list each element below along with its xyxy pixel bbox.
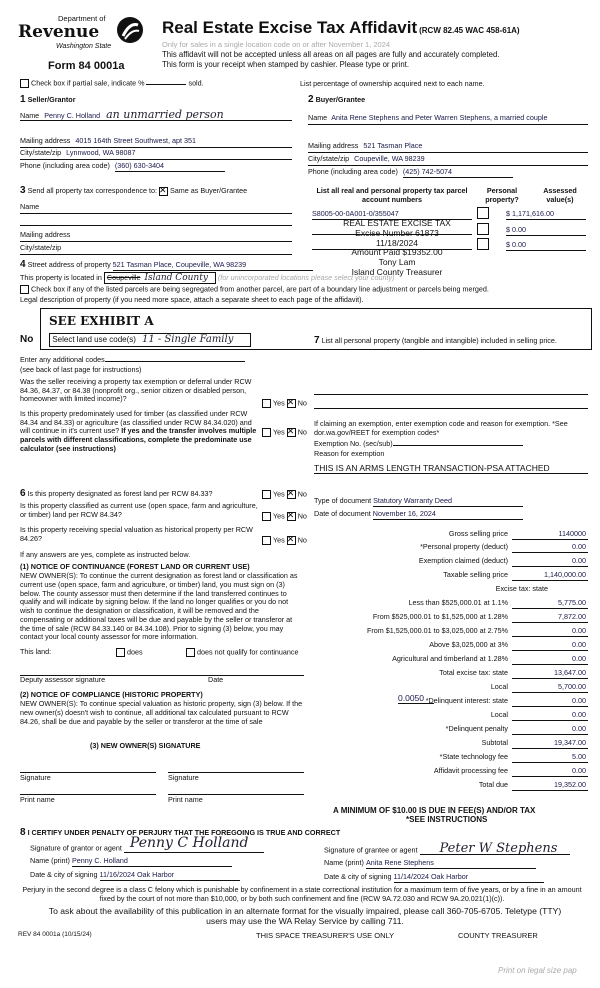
- grantee-sig-row: Signature of grantee or agent Peter W Stephens: [324, 845, 570, 855]
- personal-property-line-1[interactable]: [314, 386, 588, 395]
- doc-type-select[interactable]: Statutory Warranty Deed: [373, 497, 523, 507]
- does-not-checkbox[interactable]: [186, 648, 195, 657]
- location-select[interactable]: Coupeville Island County: [104, 272, 216, 284]
- buyer-name-row: Name Anita Rene Stephens and Peter Warren Stephens, a married couple: [308, 114, 588, 125]
- calc-row: [318, 781, 588, 794]
- calc-label: *State technology fee: [439, 752, 508, 761]
- doc-date-field[interactable]: November 16, 2024: [373, 510, 523, 520]
- buyer-city-row: City/state/zip Coupeville, WA 98239: [308, 155, 588, 166]
- grantee-name[interactable]: Anita Rene Stephens: [366, 859, 536, 869]
- buyer-mailing-row: Mailing address 521 Tasman Place: [308, 142, 588, 153]
- ownership-note: List percentage of ownership acquired next to each name.: [300, 79, 485, 88]
- doc-type-row: Type of document Statutory Warranty Deed: [314, 497, 523, 507]
- calc-value[interactable]: 5,700.00: [512, 683, 588, 693]
- title-text: Real Estate Excise Tax Affidavit: [162, 18, 418, 37]
- calc-label: *Delinquent penalty: [445, 724, 508, 733]
- calc-label: Total due: [478, 780, 508, 789]
- s3-name-row[interactable]: Name: [20, 203, 292, 214]
- calc-row: [318, 753, 588, 766]
- calc-value[interactable]: 19,352.00: [512, 781, 588, 791]
- treasurer-space: THIS SPACE TREASURER'S USE ONLY: [256, 931, 395, 940]
- calc-row: [318, 739, 588, 752]
- calc-label: Affidavit processing fee: [433, 766, 508, 775]
- certify-row: 8 I CERTIFY UNDER PENALTY OF PERJURY THAT THE FOREGOING IS TRUE AND CORRECT: [20, 827, 341, 838]
- buyer-phone-row: Phone (including area code) (425) 742-5074: [308, 168, 588, 178]
- perjury-text: Perjury in the second degree is a class C felony which is punishable by confinement in a state correctional institution for a maximum term of five years, or by a fine in an amount fixed by the court of not more than $10,000, or by both such confinement and fine (RCW 9A.72.030 and RCW 9A.20.021(1)(c)).: [22, 885, 582, 903]
- calc-value[interactable]: 0.00: [512, 641, 588, 651]
- local-rate[interactable]: 0.0050: [398, 693, 434, 704]
- rev-number: REV 84 0001a (10/15/24): [18, 931, 92, 938]
- s3-city-row[interactable]: City/state/zip: [20, 244, 292, 255]
- calc-value[interactable]: 1,140,000.00: [512, 571, 588, 581]
- section4-address: 4 Street address of property 521 Tasman Place, Coupeville, WA 98239: [20, 259, 313, 271]
- location-handwritten: Island County: [144, 273, 208, 283]
- s5-q1-yes[interactable]: [262, 399, 271, 408]
- calc-label: Subtotal: [481, 738, 508, 747]
- calc-label: Local: [490, 710, 508, 719]
- assessed-value-1[interactable]: $ 1,171,616.00: [506, 210, 586, 220]
- exemption-no-row: Exemption No. (sec/sub): [314, 440, 523, 449]
- calc-label: *Personal property (deduct): [420, 542, 508, 551]
- assessed-value-3[interactable]: $ 0.00: [506, 241, 586, 251]
- s5-q2-yes[interactable]: [262, 428, 271, 437]
- minimum-notice: A MINIMUM OF $10.00 IS DUE IN FEE(S) AND/OR TAX: [333, 806, 536, 815]
- calc-row: [318, 669, 588, 682]
- reason-label: Reason for exemption: [314, 449, 385, 458]
- segregated-checkbox[interactable]: [20, 285, 29, 294]
- calc-value[interactable]: 0.00: [512, 767, 588, 777]
- exemption-no-field[interactable]: [393, 445, 523, 446]
- calc-value[interactable]: 5.00: [512, 753, 588, 763]
- partial-sale-row: Check box if partial sale, indicate % sold.: [20, 79, 204, 88]
- notice2-title: (2) NOTICE OF COMPLIANCE (HISTORIC PROPERTY): [20, 690, 203, 699]
- grantor-sig-row: Signature of grantor or agent Penny C Holland: [30, 843, 264, 853]
- s5-q1-answers: Yes ✕ No: [262, 399, 307, 408]
- see-instructions: *SEE INSTRUCTIONS: [406, 815, 488, 824]
- calc-label: Agricultural and timberland at 1.28%: [392, 654, 508, 663]
- notice3-title: (3) NEW OWNER(S) SIGNATURE: [90, 741, 201, 750]
- calc-value[interactable]: 0.00: [512, 543, 588, 553]
- calc-label: From $1,525,000.01 to $3,025,000 at 2.75%: [366, 626, 508, 635]
- calc-value[interactable]: 0.00: [512, 557, 588, 567]
- seller-heading: 1 Seller/Grantor: [20, 94, 76, 105]
- revenue-word: Revenue: [18, 22, 100, 42]
- calc-label: *Delinquent interest: state: [425, 696, 508, 705]
- alt-format-text: To ask about the availability of this publication in an alternate format for the visually impaired, please call 360-705-6705. Teletype (TTY) users may use the WA Relay Service by calling 711.: [48, 906, 562, 927]
- calc-value[interactable]: 0.00: [512, 627, 588, 637]
- seller-city-row: City/state/zip Lynnwood, WA 98087: [20, 149, 292, 160]
- buyer-city[interactable]: Coupeville, WA 98239: [354, 154, 425, 163]
- assessed-header: Assessed value(s): [543, 186, 577, 204]
- calc-label: Less than $525,000.01 at 1.1%: [408, 598, 508, 607]
- seller-city[interactable]: Lynnwood, WA 98087: [66, 148, 136, 157]
- additional-codes-row: Enter any additional codes: [20, 356, 245, 365]
- county-treasurer: COUNTY TREASURER: [458, 931, 538, 940]
- grantee-name-row: Name (print) Anita Rene Stephens: [324, 859, 536, 869]
- s5-q2-no[interactable]: [287, 428, 296, 437]
- s6-q2-no[interactable]: [287, 512, 296, 521]
- additional-codes-field[interactable]: [105, 361, 245, 362]
- s5-q2: Is this property predominately used for timber (as classified under RCW 84.34 and 84.33) or agriculture (as classified under RCW 84.34.020) and will continue in it's current use? If yes and the transfer involves multiple parcels with different classifications, complete the predominate use calculator (see instructions): [20, 409, 257, 453]
- calc-row: [318, 683, 588, 696]
- seller-name-row: Name Penny C. Holland an unmarried person: [20, 108, 292, 121]
- calc-row: [318, 599, 588, 612]
- owner-print-2[interactable]: [168, 785, 304, 795]
- parcel-list-header: List all real and personal property tax parcel account numbers: [316, 186, 468, 204]
- s6-q2-answers: Yes ✕ No: [262, 512, 307, 521]
- notice2-body: NEW OWNER(S): To continue special valuation as historic property, sign (3) below. If the new owner(s) doesn't wish to continue, all additional tax calculated pursuant to RCW 84.26, shall be due and payable by the seller or transferor at the time of sale: [20, 699, 303, 726]
- owner-sig-1[interactable]: [20, 763, 156, 773]
- personal-checkbox-3[interactable]: [477, 238, 489, 250]
- personal-checkbox-1[interactable]: [477, 207, 489, 219]
- seller-name[interactable]: Penny C. Holland: [44, 111, 101, 120]
- owner-signature-row: Signature Signature: [20, 763, 304, 783]
- s6-q3-answers: Yes ✕ No: [262, 536, 307, 545]
- notice-2: This form is your receipt when stamped by cashier. Please type or print.: [162, 60, 410, 69]
- only-for-note: Only for sales in a single location code on or after November 1, 2024: [162, 40, 391, 49]
- s5-q2-answers: Yes ✕ No: [262, 428, 307, 437]
- personal-header: Personal property?: [485, 186, 519, 204]
- grantor-date-city[interactable]: 11/16/2024 Oak Harbor: [100, 871, 240, 881]
- s5-q1-no[interactable]: [287, 399, 296, 408]
- land-use-select[interactable]: Select land use code(s) 11 - Single Family: [49, 333, 251, 347]
- seller-name-handwritten: an unmarried person: [106, 108, 224, 121]
- buyer-heading: 2 Buyer/Grantee: [308, 94, 366, 105]
- grantee-date-city[interactable]: 11/14/2024 Oak Harbor: [394, 873, 544, 883]
- grantor-signature-hw: Penny C Holland: [129, 835, 249, 851]
- s6-q3-yes[interactable]: [262, 536, 271, 545]
- section5-row: No Select land use code(s) 11 - Single Family: [20, 333, 251, 347]
- property-address[interactable]: 521 Tasman Place, Coupeville, WA 98239: [113, 261, 313, 271]
- deputy-row: Deputy assessor signature Date: [20, 675, 304, 685]
- calc-label: From $525,000.01 to $1,525,000 at 1.28%: [372, 612, 508, 621]
- buyer-phone[interactable]: (425) 742-5074: [403, 168, 513, 178]
- land-use-handwritten: 11 - Single Family: [141, 334, 234, 345]
- dor-logo-icon: [116, 16, 144, 44]
- calc-label: Total excise tax: state: [439, 668, 508, 677]
- seller-phone-row: Phone (including area code) (360) 630-3404: [20, 162, 292, 172]
- s6-q3-no[interactable]: [287, 536, 296, 545]
- buyer-mailing[interactable]: 521 Tasman Place: [363, 141, 423, 150]
- calc-row: [318, 571, 588, 584]
- buyer-name[interactable]: Anita Rene Stephens and Peter Warren Stephens, a married couple: [331, 114, 548, 122]
- same-as-buyer-checkbox[interactable]: [159, 187, 168, 196]
- calc-value[interactable]: 0.00: [512, 697, 588, 707]
- calc-row: [318, 725, 588, 738]
- s3-mailing-row[interactable]: Mailing address: [20, 231, 292, 242]
- calc-label: Local: [490, 682, 508, 691]
- calc-row: [318, 655, 588, 668]
- owner-print-row: Print name Print name: [20, 785, 304, 805]
- calc-label: Excise tax: state: [495, 584, 548, 593]
- calc-row: [318, 697, 588, 710]
- notice1-title: (1) NOTICE OF CONTINUANCE (FOREST LAND OR CURRENT USE): [20, 562, 250, 571]
- personal-property-line-2[interactable]: [314, 400, 588, 409]
- calc-row: [318, 711, 588, 724]
- grantee-signature-hw: Peter W Stephens: [439, 841, 558, 856]
- calc-row: [318, 613, 588, 626]
- calc-label: Gross selling price: [448, 529, 508, 538]
- calc-row: [318, 585, 588, 598]
- calc-row: [318, 557, 588, 570]
- s5-q1: Was the seller receiving a property tax exemption or deferral under RCW 84.36, 84.37, or 84.38 (nonprofit org., senior citizen or disabled person, homeowner with limited income)?: [20, 377, 252, 404]
- personal-checkbox-2[interactable]: [477, 223, 489, 235]
- exemption-label: If claiming an exemption, enter exemption code and reason for exemption. *See dor.wa.gov/REET for exemption codes*: [314, 419, 568, 437]
- s6-q2-yes[interactable]: [262, 512, 271, 521]
- calc-value[interactable]: 0.00: [512, 725, 588, 735]
- calc-row: [318, 641, 588, 654]
- print-legal-note: Print on legal size pap: [498, 966, 577, 975]
- dept-line: Department of: [58, 14, 106, 23]
- calc-value[interactable]: 0.00: [512, 655, 588, 665]
- calc-value[interactable]: 5,775.00: [512, 599, 588, 609]
- calc-value[interactable]: 13,647.00: [512, 669, 588, 679]
- calc-row: [318, 767, 588, 780]
- calc-value[interactable]: 19,347.00: [512, 739, 588, 749]
- doc-date-row: Date of document November 16, 2024: [314, 510, 523, 520]
- seller-mailing[interactable]: 4015 164th Street Southwest, apt 351: [75, 136, 197, 145]
- owner-print-1[interactable]: [20, 785, 156, 795]
- seller-mailing-row: Mailing address 4015 164th Street Southwest, apt 351: [20, 137, 292, 148]
- state-line: Washington State: [56, 43, 112, 50]
- rcw-ref: (RCW 82.45 WAC 458-61A): [419, 26, 520, 35]
- s6-q1-no[interactable]: [287, 490, 296, 499]
- calc-row: [318, 627, 588, 640]
- calc-value[interactable]: 7,872.00: [512, 613, 588, 623]
- excise-stamp: REAL ESTATE EXCISE TAX Excise Number 61873 11/18/2024 Amount Paid $19352.00 Tony Lam Island County Treasurer: [343, 218, 451, 277]
- notice1-body: NEW OWNER(S): To continue the current designation as forest land or classification as current use (open space, farm and agriculture, or timber) land, you must sign on (3) below. The county assessor must then determine if the land transferred continues to qualify and will indicate by signing below. If the land no longer qualifies or you do not wish to continue the designation or classification, it will be removed and the compensating or additional taxes will be due and payable by the seller or transferor at the time of sale (RCW 84.33.140 or 84.34.108). Prior to signing (3) below, you may contact your local county assessor for more information.: [20, 571, 298, 642]
- s6-q3: Is this property receiving special valuation as historical property per RCW 84.26?: [20, 525, 253, 543]
- parcel-number[interactable]: S8005-00-0A001-0/355047: [312, 210, 472, 220]
- dor-logo: [18, 14, 148, 60]
- calc-value[interactable]: 0.00: [512, 711, 588, 721]
- partial-sale-checkbox[interactable]: [20, 79, 29, 88]
- does-checkbox[interactable]: [116, 648, 125, 657]
- s3-extra-row: [20, 219, 292, 226]
- calc-value[interactable]: 1140000: [512, 530, 588, 540]
- calc-label: Above $3,025,000 at 3%: [429, 640, 508, 649]
- section3-heading: 3 Send all property tax correspondence to: ✕ Same as Buyer/Grantee: [20, 185, 247, 197]
- legal-description: SEE EXHIBIT A: [49, 314, 154, 328]
- s6-q1-answers: Yes ✕ No: [262, 490, 307, 499]
- exemption-statement[interactable]: THIS IS AN ARMS LENGTH TRANSACTION-PSA ATTACHED: [314, 463, 588, 474]
- form-number: Form 84 0001a: [48, 60, 125, 72]
- grantor-name-row: Name (print) Penny C. Holland: [30, 857, 232, 867]
- assessed-value-2[interactable]: $ 0.00: [506, 226, 586, 236]
- calc-label: Exemption claimed (deduct): [418, 556, 508, 565]
- grantor-date-row: Date & city of signing 11/16/2024 Oak Harbor: [30, 871, 240, 881]
- calc-label: Taxable selling price: [443, 570, 508, 579]
- s6-q2: Is this property classified as current use (open space, farm and agriculture, or timber) land per RCW 84.34?: [20, 501, 258, 519]
- s6-q1-yes[interactable]: [262, 490, 271, 499]
- legal-label: Legal description of property (if you need more space, attach a separate sheet to each page of the affidavit).: [20, 295, 364, 304]
- see-back: (see back of last page for instructions): [20, 365, 142, 374]
- section7-label: 7 List all personal property (tangible and intangible) included in selling price.: [314, 335, 557, 346]
- form-title: [162, 18, 520, 38]
- s6-if-yes: If any answers are yes, complete as instructed below.: [20, 550, 191, 559]
- grantor-name[interactable]: Penny C. Holland: [72, 857, 232, 867]
- calc-row: [318, 543, 588, 556]
- seller-phone[interactable]: (360) 630-3404: [115, 162, 225, 172]
- this-land-row: This land: does does not qualify for continuance: [20, 647, 299, 657]
- notice-1: This affidavit will not be accepted unless all areas on all pages are fully and accurately completed.: [162, 50, 500, 59]
- s6-q1: 6 Is this property designated as forest land per RCW 84.33?: [20, 488, 213, 499]
- owner-sig-2[interactable]: [168, 763, 304, 773]
- segregated-row: Check box if any of the listed parcels are being segregated from another parcel, are part of a boundary line adjustment or parcels being merged.: [20, 285, 489, 294]
- located-row: This property is located in Coupeville Island County (for unincorporated locations please select your county): [20, 272, 395, 283]
- grantee-date-row: Date & city of signing 11/14/2024 Oak Harbor: [324, 873, 544, 883]
